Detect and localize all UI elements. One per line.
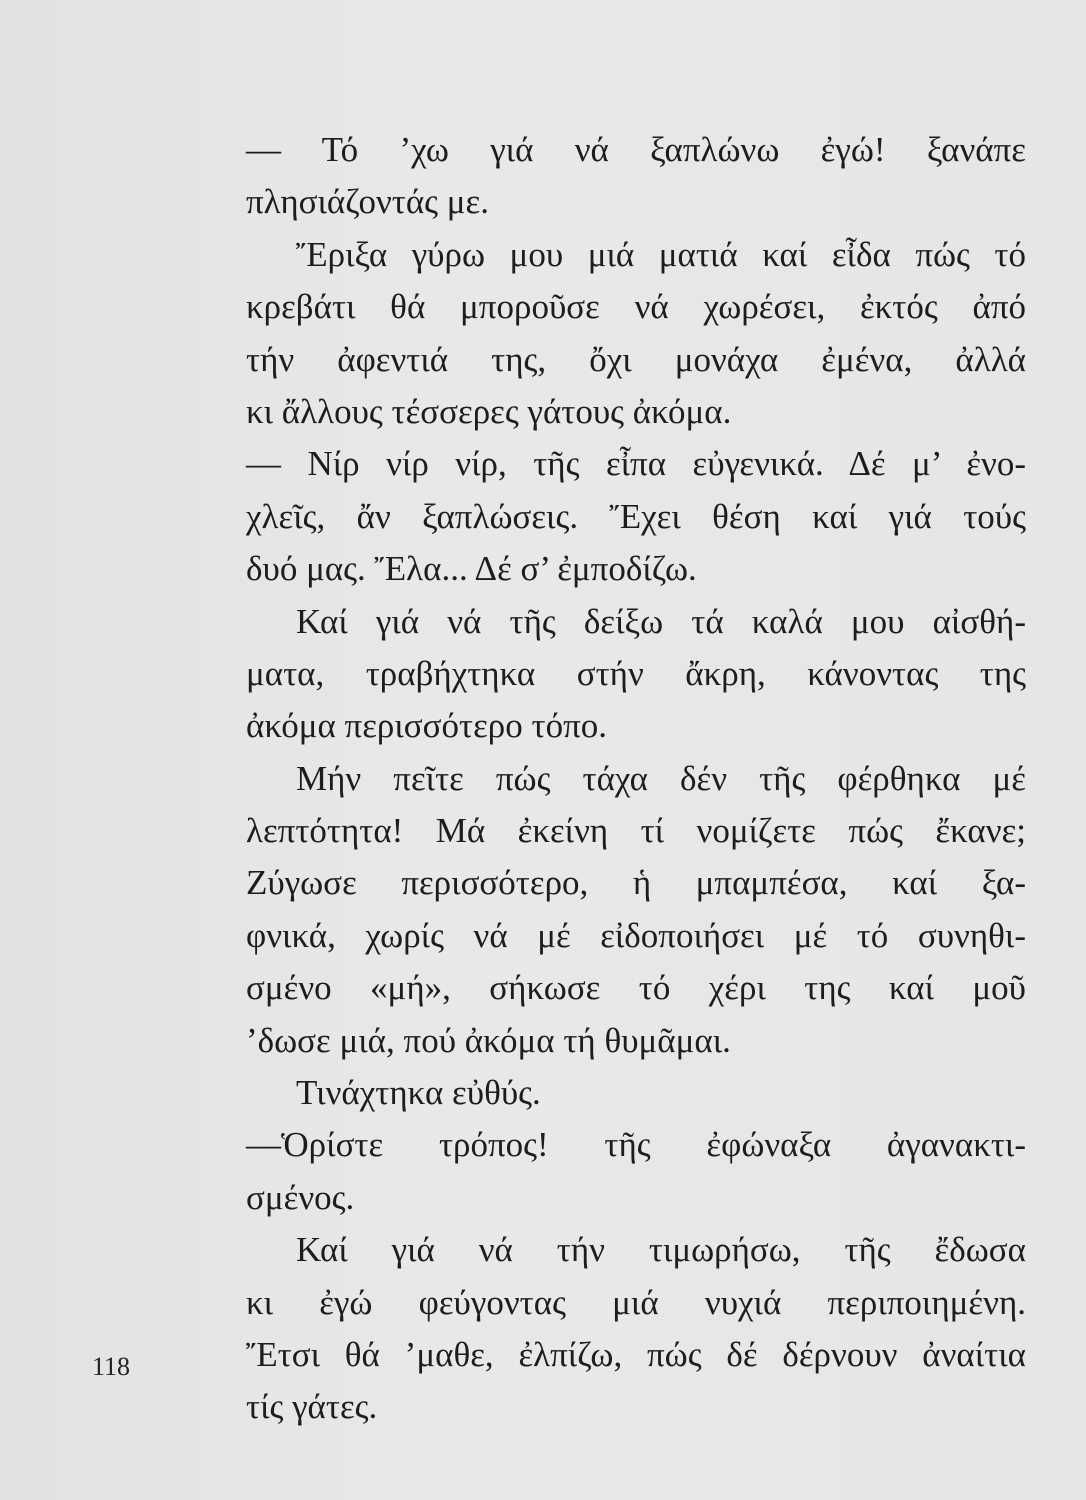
text-line: φνικά, χωρίς νά μέ εἰδοποιήσει μέ τό συνηθι-	[246, 915, 1026, 955]
text-line: Ἔριξα γύρω μου μιά ματιά καί εἶδα πώς τό	[296, 234, 1026, 274]
text-line: κι ἐγώ φεύγοντας μιά νυχιά περιποιημένη.	[246, 1282, 1026, 1322]
text-line: πλησιάζοντάς με.	[246, 182, 490, 222]
text-line: λεπτότητα! Μά ἐκείνη τί νομίζετε πώς ἔκανε;	[246, 811, 1026, 851]
page-number: 118	[92, 1352, 131, 1381]
text-line: —Ὁρίστε τρόπος! τῆς ἐφώναξα ἀγανακτι-	[246, 1125, 1026, 1165]
text-line: — Τό ’χω γιά νά ξαπλώνω ἐγώ! ξανάπε	[246, 130, 1026, 169]
text-line: σμένος.	[246, 1177, 355, 1217]
text-line: ματα, τραβήχτηκα στήν ἄκρη, κάνοντας της	[246, 653, 1026, 693]
text-line: σμένο «μή», σήκωσε τό χέρι της καί μοῦ	[246, 968, 1026, 1008]
text-line: δυό μας. Ἔλα... Δέ σ’ ἐμποδίζω.	[246, 549, 697, 589]
text-line: τήν ἀφεντιά της, ὄχι μονάχα ἐμένα, ἀλλά	[246, 339, 1026, 379]
text-line: Ἔτσι θά ’μαθε, ἐλπίζω, πώς δέ δέρνουν ἀναίτια	[246, 1334, 1026, 1374]
text-line: κρεβάτι θά μποροῦσε νά χωρέσει, ἐκτός ἀπό	[246, 287, 1026, 327]
text-line: ’δωσε μιά, πού ἀκόμα τή θυμᾶμαι.	[246, 1020, 731, 1060]
page-text-block	[246, 124, 1026, 1434]
text-line: Ζύγωσε περισσότερο, ἡ μπαμπέσα, καί ξα-	[246, 863, 1026, 903]
text-line: ἀκόμα περισσότερο τόπο.	[246, 706, 608, 746]
text-line: — Νίρ νίρ νίρ, τῆς εἶπα εὐγενικά. Δέ μ’ ἐνο-	[246, 444, 1026, 484]
text-line: Μήν πεῖτε πώς τάχα δέν τῆς φέρθηκα μέ	[296, 758, 1026, 798]
text-line: Καί γιά νά τήν τιμωρήσω, τῆς ἔδωσα	[296, 1230, 1026, 1270]
text-line: Καί γιά νά τῆς δείξω τά καλά μου αἰσθή-	[296, 601, 1026, 641]
text-line: κι ἄλλους τέσσερες γάτους ἀκόμα.	[246, 391, 732, 431]
text-line: τίς γάτες.	[246, 1387, 378, 1427]
text-line: χλεῖς, ἄν ξαπλώσεις. Ἔχει θέση καί γιά τούς	[246, 496, 1026, 536]
text-line: Τινάχτηκα εὐθύς.	[296, 1073, 541, 1113]
